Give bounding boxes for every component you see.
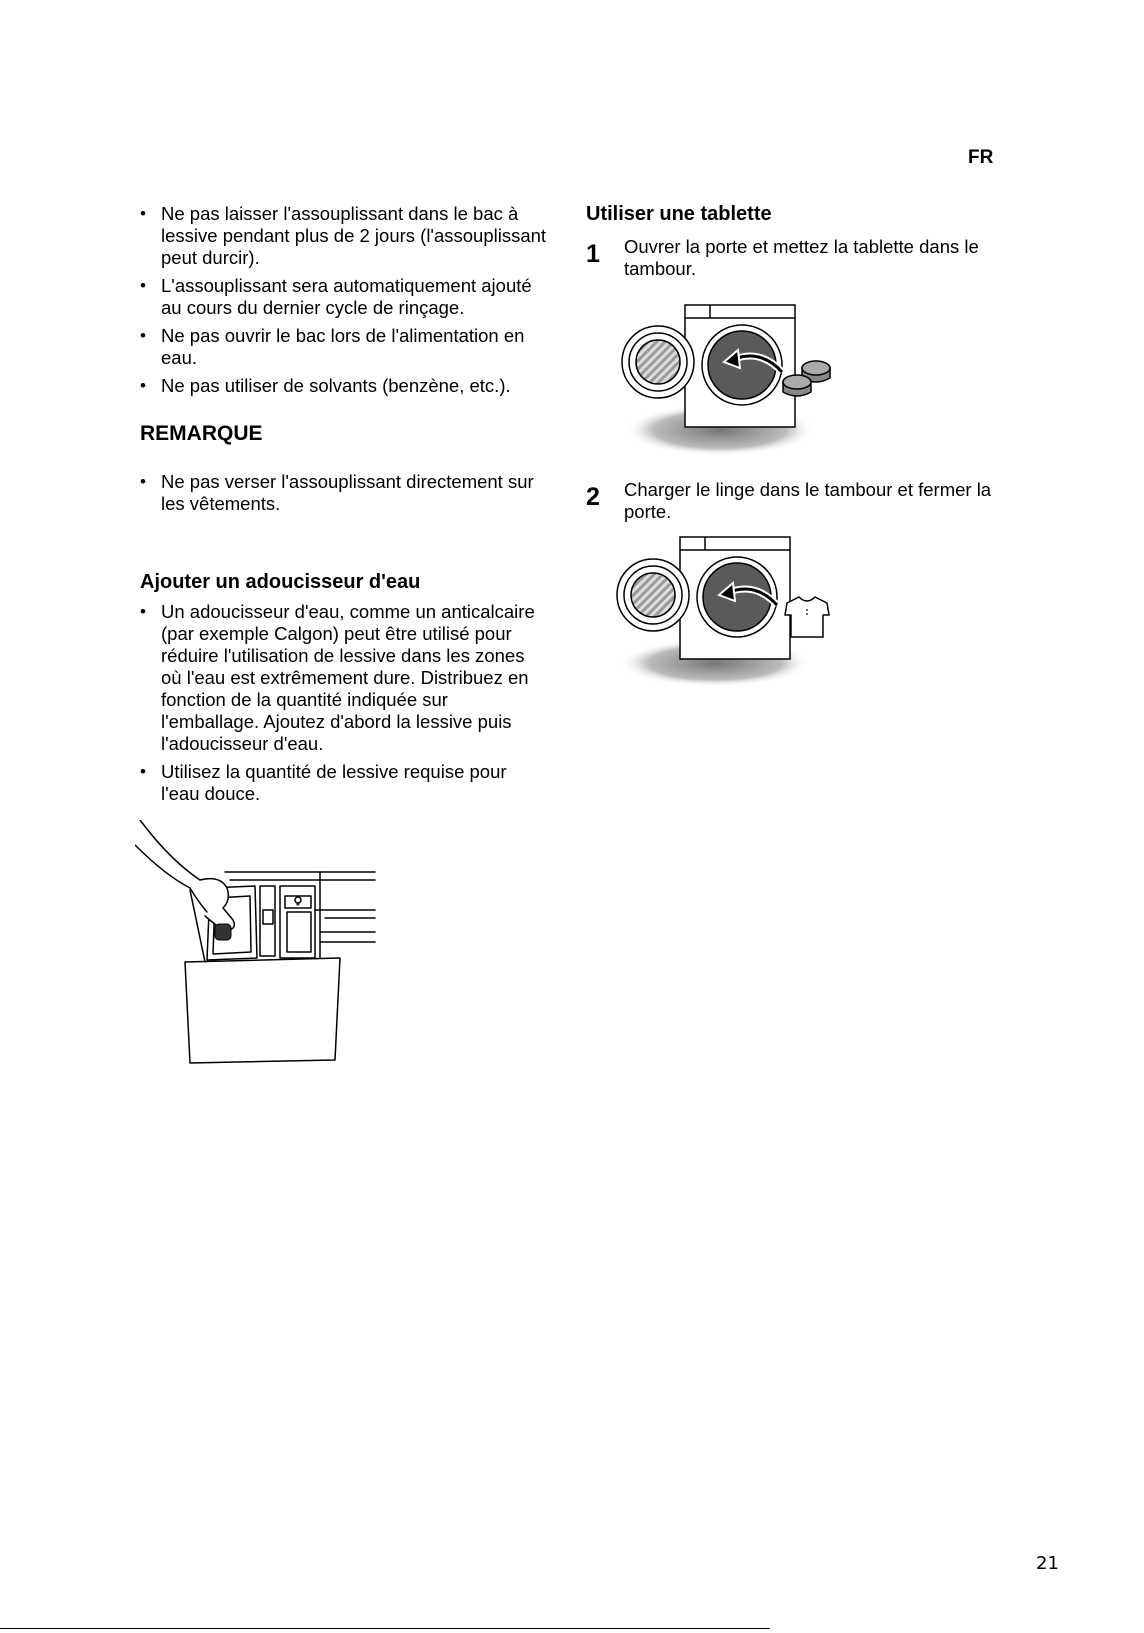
step-text: Ouvrer la porte et mettez la tablette dans le tambour. xyxy=(624,236,979,279)
step-number: 1 xyxy=(586,240,600,268)
list-item: • Ne pas utiliser de solvants (benzène, etc.). xyxy=(140,375,550,397)
bottom-rule xyxy=(0,1628,770,1629)
dispenser-drawer-illustration xyxy=(135,820,385,1065)
list-item: • Un adoucisseur d'eau, comme un anticalcaire (par exemple Calgon) peut être utilisé pour réduire l'utilisation de lessive dans les zones où l'eau est extrêmement dure. Distribuez en fonction de la quantité indiquée sur l'emballage. Ajoutez d'abord la lessive puis l'adoucisseur d'eau. xyxy=(140,601,540,755)
remark-list xyxy=(140,471,550,521)
remark-heading: REMARQUE xyxy=(140,422,263,445)
list-item: • Ne pas verser l'assouplissant directement sur les vêtements. xyxy=(140,471,550,515)
washer-tablet-illustration xyxy=(620,300,840,460)
tablet-heading: Utiliser une tablette xyxy=(586,203,772,225)
list-item: • Utilisez la quantité de lessive requise pour l'eau douce. xyxy=(140,761,540,805)
water-softener-list xyxy=(140,601,540,811)
step-number: 2 xyxy=(586,483,600,511)
language-code: FR xyxy=(968,147,994,168)
list-item: • Ne pas ouvrir le bac lors de l'alimentation en eau. xyxy=(140,325,550,369)
washer-laundry-illustration xyxy=(615,535,845,690)
softener-warnings-list xyxy=(140,203,550,403)
water-softener-heading: Ajouter un adoucisseur d'eau xyxy=(140,571,421,593)
step-text: Charger le linge dans le tambour et fermer la porte. xyxy=(624,479,992,522)
page-number: 21 xyxy=(1036,1553,1059,1574)
softener-label-icon: ❀ xyxy=(295,902,301,908)
list-item: • L'assouplissant sera automatiquement ajouté au cours du dernier cycle de rinçage. xyxy=(140,275,550,319)
list-item: • Ne pas laisser l'assouplissant dans le bac à lessive pendant plus de 2 jours (l'assouplissant peut durcir). xyxy=(140,203,550,269)
